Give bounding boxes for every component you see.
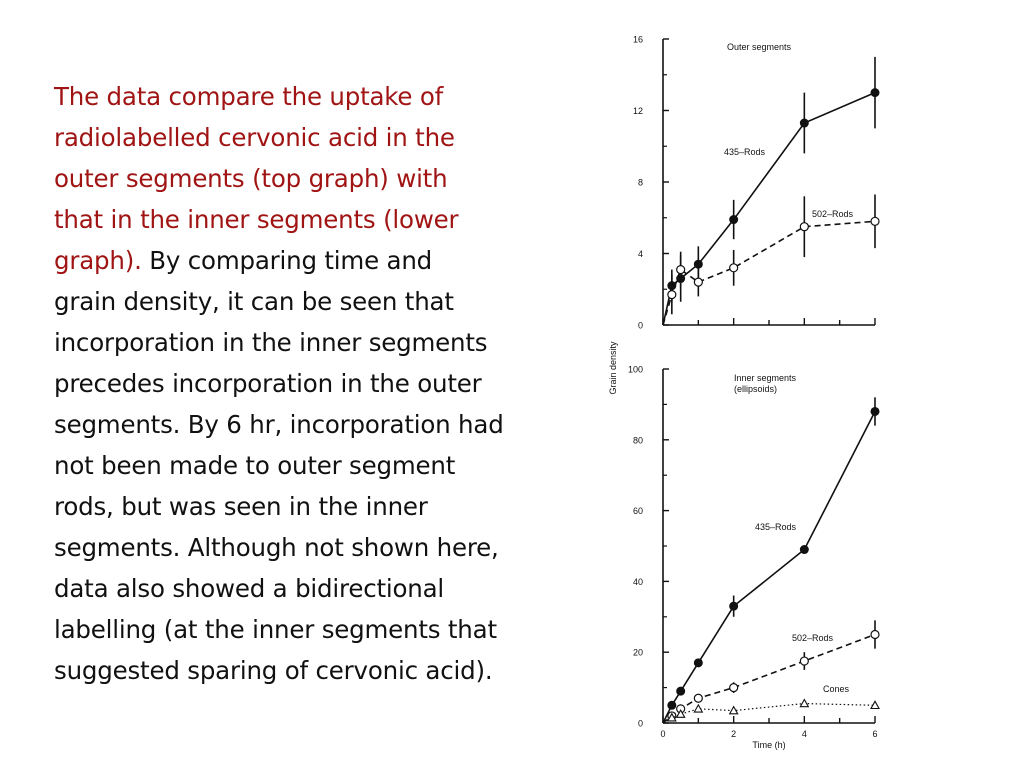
highlighted-text: that in the inner segments (lower bbox=[54, 205, 459, 234]
body-text: segments. Although not shown here, bbox=[54, 533, 499, 562]
y-tick-label: 12 bbox=[632, 106, 643, 116]
text-line bbox=[54, 240, 584, 281]
highlighted-text: radiolabelled cervonic acid in the bbox=[54, 123, 455, 152]
text-line bbox=[54, 445, 584, 486]
body-text: segments. By 6 hr, incorporation had bbox=[54, 410, 504, 439]
chart-title-line: (ellipsoids) bbox=[734, 384, 778, 394]
text-line bbox=[54, 322, 584, 363]
grain-density-figure bbox=[600, 30, 900, 768]
body-text: grain density, it can be seen that bbox=[54, 287, 454, 316]
series-line bbox=[663, 411, 875, 723]
body-text: incorporation in the inner segments bbox=[54, 328, 488, 357]
data-point bbox=[668, 701, 676, 709]
data-point bbox=[730, 684, 738, 692]
text-line bbox=[54, 404, 584, 445]
series-label: 435–Rods bbox=[724, 147, 766, 157]
x-tick-label: 4 bbox=[801, 729, 807, 739]
chart-title bbox=[734, 373, 797, 394]
data-point bbox=[694, 659, 702, 667]
text-line bbox=[54, 199, 584, 240]
data-point bbox=[730, 216, 738, 224]
x-tick-label: 2 bbox=[731, 729, 737, 739]
data-point bbox=[871, 407, 879, 415]
highlighted-text: graph). bbox=[54, 246, 142, 275]
series-line bbox=[663, 221, 875, 325]
data-point bbox=[677, 266, 685, 274]
data-point bbox=[800, 119, 808, 127]
y-tick-label: 20 bbox=[632, 647, 643, 658]
chart-title-line: Inner segments bbox=[734, 373, 797, 383]
chart-title-line: Outer segments bbox=[727, 42, 792, 52]
data-point bbox=[677, 687, 685, 695]
data-point bbox=[871, 631, 879, 639]
text-line bbox=[54, 609, 584, 650]
body-text: rods, but was seen in the inner bbox=[54, 492, 428, 521]
data-point bbox=[800, 223, 808, 231]
body-text: data also showed a bidirectional bbox=[54, 574, 445, 603]
data-point bbox=[800, 700, 808, 707]
text-line bbox=[54, 281, 584, 322]
y-axis-label: Grain density bbox=[608, 341, 618, 395]
x-axis-label: Time (h) bbox=[752, 740, 786, 750]
y-tick-label: 0 bbox=[637, 320, 643, 331]
y-tick-label: 40 bbox=[632, 576, 643, 587]
series-label: Cones bbox=[823, 684, 850, 694]
body-text: precedes incorporation in the outer bbox=[54, 369, 482, 398]
y-tick-label: 80 bbox=[632, 435, 643, 446]
text-line bbox=[54, 76, 584, 117]
data-point bbox=[694, 260, 702, 268]
y-tick-label: 100 bbox=[627, 364, 643, 375]
highlighted-text: outer segments (top graph) with bbox=[54, 164, 448, 193]
y-tick-label: 4 bbox=[637, 249, 643, 259]
series-line bbox=[663, 635, 875, 724]
highlighted-text: The data compare the uptake of bbox=[54, 82, 444, 111]
series-label: 502–Rods bbox=[792, 633, 834, 643]
data-point bbox=[800, 546, 808, 554]
text-line bbox=[54, 117, 584, 158]
y-tick-label: 8 bbox=[637, 177, 643, 188]
chart-title bbox=[727, 42, 792, 52]
series-label: 435–Rods bbox=[755, 522, 797, 532]
data-point bbox=[668, 291, 676, 299]
data-point bbox=[800, 657, 808, 665]
data-point bbox=[871, 89, 879, 97]
text-line bbox=[54, 486, 584, 527]
data-point bbox=[694, 694, 702, 702]
data-point bbox=[730, 264, 738, 272]
body-text: suggested sparing of cervonic acid). bbox=[54, 656, 493, 685]
text-line bbox=[54, 650, 584, 691]
data-point bbox=[730, 602, 738, 610]
text-line bbox=[54, 568, 584, 609]
body-text: labelling (at the inner segments that bbox=[54, 615, 497, 644]
body-text: By comparing time and bbox=[141, 246, 433, 275]
grain-density-charts bbox=[600, 30, 900, 768]
x-tick-label: 0 bbox=[660, 729, 666, 739]
y-tick-label: 16 bbox=[632, 34, 643, 45]
series-label: 502–Rods bbox=[812, 209, 854, 219]
slide-body-text bbox=[54, 76, 584, 691]
text-line bbox=[54, 527, 584, 568]
y-tick-label: 60 bbox=[632, 506, 643, 517]
text-line bbox=[54, 158, 584, 199]
data-point bbox=[694, 278, 702, 286]
x-tick-label: 6 bbox=[872, 729, 878, 739]
data-point bbox=[871, 217, 879, 225]
text-line bbox=[54, 363, 584, 404]
y-tick-label: 0 bbox=[637, 718, 643, 729]
body-text: not been made to outer segment bbox=[54, 451, 456, 480]
